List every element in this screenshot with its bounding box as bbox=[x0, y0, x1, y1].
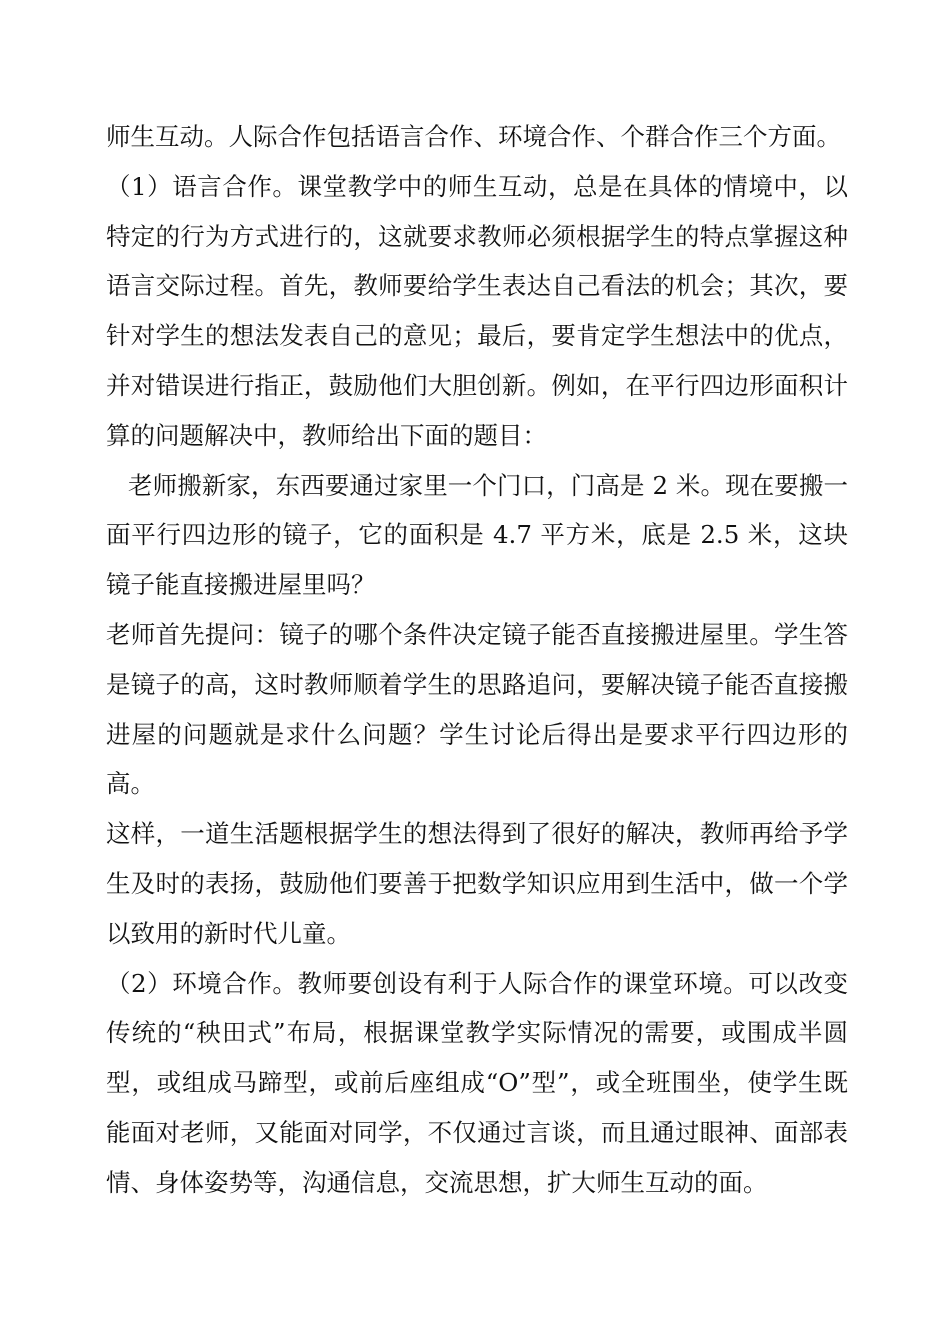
paragraph-environment-cooperation: （2）环境合作。教师要创设有利于人际合作的课堂环境。可以改变传统的“秧田式”布局，根据课堂教学实际情况的需要，或围成半圆型，或组成马蹄型，或前后座组成“O”型”，或全班围坐，使学生既能面对老师，又能面对同学，不仅通过言谈，而且通过眼神、面部表情、身体姿势等，沟通信息，交流思想，扩大师生互动的面。 bbox=[106, 968, 848, 1197]
paragraph-intro: 师生互动。人际合作包括语言合作、环境合作、个群合作三个方面。 bbox=[106, 122, 841, 151]
paragraph-math-problem: 老师搬新家，东西要通过家里一个门口，门高是 2 米。现在要搬一面平行四边形的镜子，它的面积是 4.7 平方米，底是 2.5 米，这块镜子能直接搬进屋里吗？ bbox=[106, 470, 848, 600]
paragraph-conclusion: 这样，一道生活题根据学生的想法得到了很好的解决，教师再给予学生及时的表扬，鼓励他们要善于把数学知识应用到生活中，做一个学以致用的新时代儿童。 bbox=[106, 819, 848, 948]
paragraph-language-cooperation: （1）语言合作。课堂教学中的师生互动，总是在具体的情境中，以特定的行为方式进行的，这就要求教师必须根据学生的特点掌握这种语言交际过程。首先，教师要给学生表达自己看法的机会；其次，要针对学生的想法发表自己的意见；最后，要肯定学生想法中的优点，并对错误进行指正，鼓励他们大胆创新。例如，在平行四边形面积计算的问题解决中，教师给出下面的题目： bbox=[106, 171, 848, 450]
paragraph-teacher-question: 老师首先提问：镜子的哪个条件决定镜子能否直接搬进屋里。学生答是镜子的高，这时教师顺着学生的思路追问，要解决镜子能否直接搬进屋的问题就是求什么问题？学生讨论后得出是要求平行四边形的高。 bbox=[106, 619, 848, 799]
document-body bbox=[106, 112, 848, 1208]
